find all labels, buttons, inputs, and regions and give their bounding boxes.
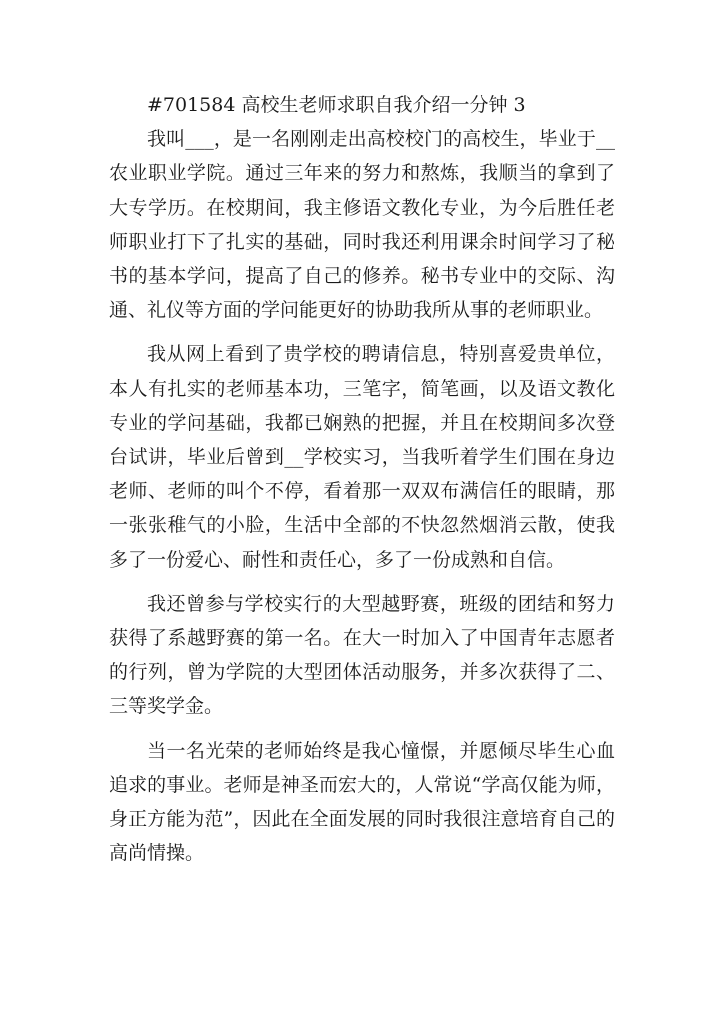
paragraph-4: 当一名光荣的老师始终是我心憧憬，并愿倾尽毕生心血追求的事业。老师是神圣而宏大的，人常说“学高仅能为师，身正方能为范”，因此在全面发展的同时我很注意培育自己的高尚情操。 [109, 739, 615, 865]
document-body [109, 88, 615, 870]
document-title: #701584 高校生老师求职自我介绍一分钟 3 [147, 94, 526, 116]
paragraph-3: 我还曾参与学校实行的大型越野赛，班级的团结和努力获得了系越野赛的第一名。在大一时加入了中国青年志愿者的行列，曾为学院的大型团体活动服务，并多次获得了二、三等奖学金。 [109, 592, 615, 718]
paragraph-1: 我叫___，是一名刚刚走出高校校门的高校生，毕业于__农业职业学院。通过三年来的努力和熬炼，我顺当的拿到了大专学历。在校期间，我主修语文教化专业，为今后胜任老师职业打下了扎实的基础，同时我还利用课余时间学习了秘书的基本学问，提高了自己的修养。秘书专业中的交际、沟通、礼仪等方面的学问能更好的协助我所从事的老师职业。 [109, 128, 615, 322]
paragraph-2: 我从网上看到了贵学校的聘请信息，特别喜爱贵单位，本人有扎实的老师基本功，三笔字，简笔画，以及语文教化专业的学问基础，我都已娴熟的把握，并且在校期间多次登台试讲，毕业后曾到__学校实习，当我听着学生们围在身边老师、老师的叫个不停，看着那一双双布满信任的眼睛，那一张张稚气的小脸，生活中全部的不快忽然烟消云散，使我多了一份爱心、耐性和责任心，多了一份成熟和自信。 [109, 343, 615, 571]
